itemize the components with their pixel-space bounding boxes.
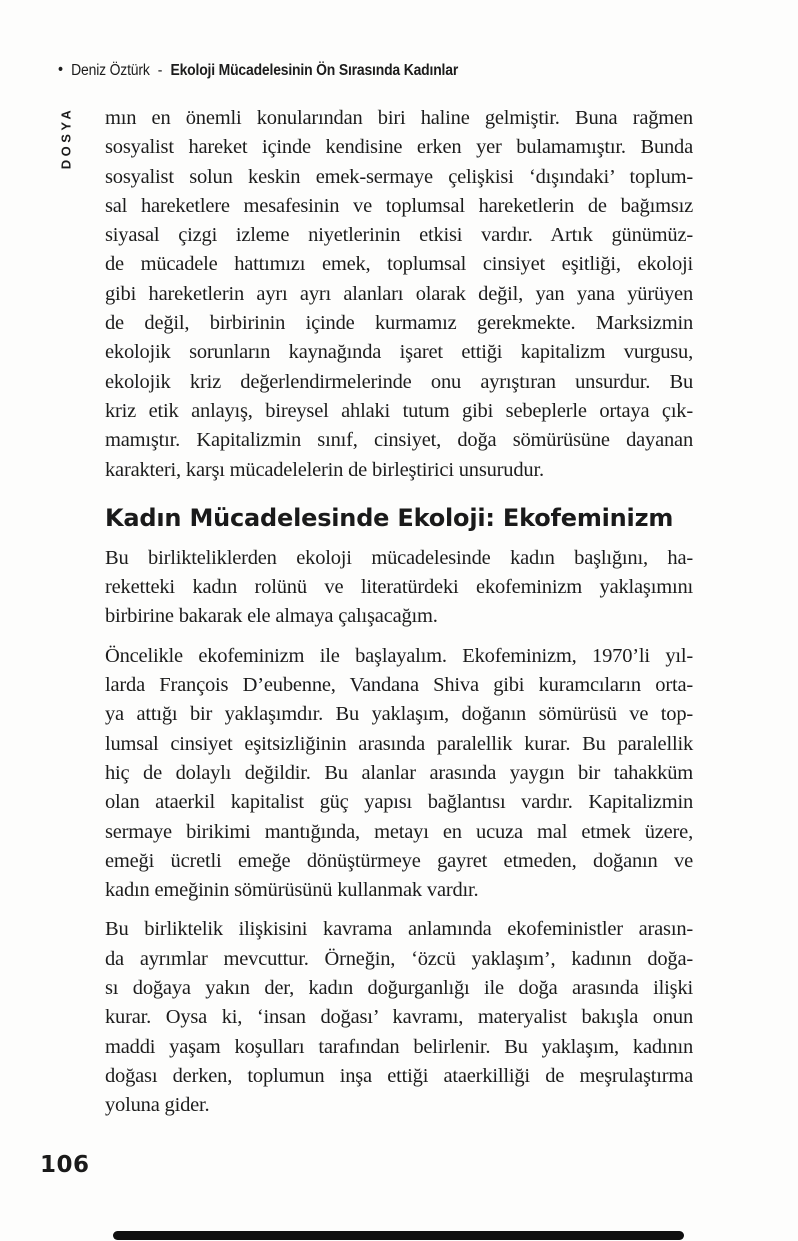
scroll-indicator-bar[interactable] — [113, 1231, 684, 1240]
text-line: yoluna gider. — [105, 1094, 210, 1117]
text-line: sosyalist solun keskin emek-sermaye çelişkisi ‘dışındaki’ toplum- — [105, 165, 693, 188]
text-line: siyasal çizgi izleme niyetlerinin etkisi vardır. Artık günümüz- — [105, 224, 693, 247]
header-article-title: Ekoloji Mücadelesinin Ön Sırasında Kadınlar — [170, 62, 459, 79]
text-line: da ayrımlar mevcuttur. Örneğin, ‘özcü yaklaşım’, kadının doğa- — [105, 947, 693, 970]
text-column — [105, 104, 693, 1121]
text-line: de değil, birbirinin içinde kurmamız gerekmekte. Marksizmin — [105, 312, 693, 335]
text-line: doğası derken, toplumun inşa ettiği ataerkilliği de meşrulaştırma — [105, 1064, 693, 1087]
running-header — [58, 62, 458, 80]
text-line: karakteri, karşı mücadelelerin de birleştirici unsurudur. — [105, 458, 544, 481]
page-number: 106 — [40, 1152, 90, 1178]
text-line: maddi yaşam koşulları tarafından belirlenir. Bu yaklaşım, kadının — [105, 1035, 693, 1058]
text-line: sermaye birikimi mantığında, metayı en ucuza mal etmek üzere, — [105, 820, 693, 843]
text-line: Bu birliktelik ilişkisini kavrama anlamında ekofeministler arasın- — [105, 918, 693, 941]
header-separator: - — [157, 62, 163, 79]
text-line: ekolojik sorunların kaynağında işaret ettiği kapitalizm vurgusu, — [105, 341, 693, 364]
header-author: Deniz Öztürk — [71, 62, 150, 79]
text-line: sı doğaya yakın der, kadın doğurganlığı ile doğa arasında ilişki — [105, 977, 693, 1000]
text-line: Bu birlikteliklerden ekoloji mücadelesinde kadın başlığını, ha- — [105, 546, 693, 569]
paragraph-1 — [105, 104, 693, 485]
text-line: emeği ücretli emeğe dönüştürmeye gayret etmeden, doğanın ve — [105, 849, 693, 872]
paragraph-3 — [105, 642, 693, 906]
text-line: olan ataerkil kapitalist güç yapısı bağlantısı vardır. Kapitalizmin — [105, 791, 693, 814]
text-line: kurar. Oysa ki, ‘insan doğası’ kavramı, materyalist bakışla onun — [105, 1006, 693, 1029]
text-line: hiç de dolaylı değildir. Bu alanlar arasında yaygın bir tahakküm — [105, 761, 693, 784]
header-bullet-icon: • — [58, 61, 64, 78]
text-line: ekolojik kriz değerlendirmelerinde onu ayrıştıran unsurdur. Bu — [105, 370, 693, 393]
dosya-side-label: DOSYA — [58, 106, 74, 170]
text-line: mamıştır. Kapitalizmin sınıf, cinsiyet, doğa sömürüsüne dayanan — [105, 429, 693, 452]
text-line: mın en önemli konularından biri haline gelmiştir. Buna rağmen — [105, 107, 693, 129]
text-line: gibi hareketlerin ayrı ayrı alanları olarak değil, yan yana yürüyen — [105, 282, 693, 305]
text-line: ya attığı bir yaklaşımdır. Bu yaklaşım, doğanın sömürüsü ve top- — [105, 703, 693, 726]
text-line: birbirine bakarak ele almaya çalışacağım. — [105, 605, 438, 628]
text-line: kriz etik anlayış, bireysel ahlaki tutum gibi sebeplerle ortaya çık- — [105, 399, 693, 422]
paragraph-4 — [105, 915, 693, 1120]
text-line: Öncelikle ekofeminizm ile başlayalım. Ekofeminizm, 1970’li yıl- — [105, 644, 693, 667]
text-line: larda François D’eubenne, Vandana Shiva gibi kuramcıların orta- — [105, 674, 693, 697]
text-line: lumsal cinsiyet eşitsizliğinin arasında paralellik kurar. Bu paralellik — [105, 732, 693, 755]
paragraph-2 — [105, 544, 693, 632]
text-line: sosyalist hareket içinde kendisine erken yer bulamamıştır. Bunda — [105, 136, 693, 159]
text-line: sal hareketlere mesafesinin ve toplumsal hareketlerin de bağımsız — [105, 194, 693, 217]
text-line: de mücadele hattımızı emek, toplumsal cinsiyet eşitliği, ekoloji — [105, 253, 693, 276]
section-heading: Kadın Mücadelesinde Ekoloji: Ekofeminizm — [105, 503, 674, 532]
text-line: reketteki kadın rolünü ve literatürdeki ekofeminizm yaklaşımını — [105, 576, 693, 599]
text-line: kadın emeğinin sömürüsünü kullanmak vardır. — [105, 879, 479, 902]
